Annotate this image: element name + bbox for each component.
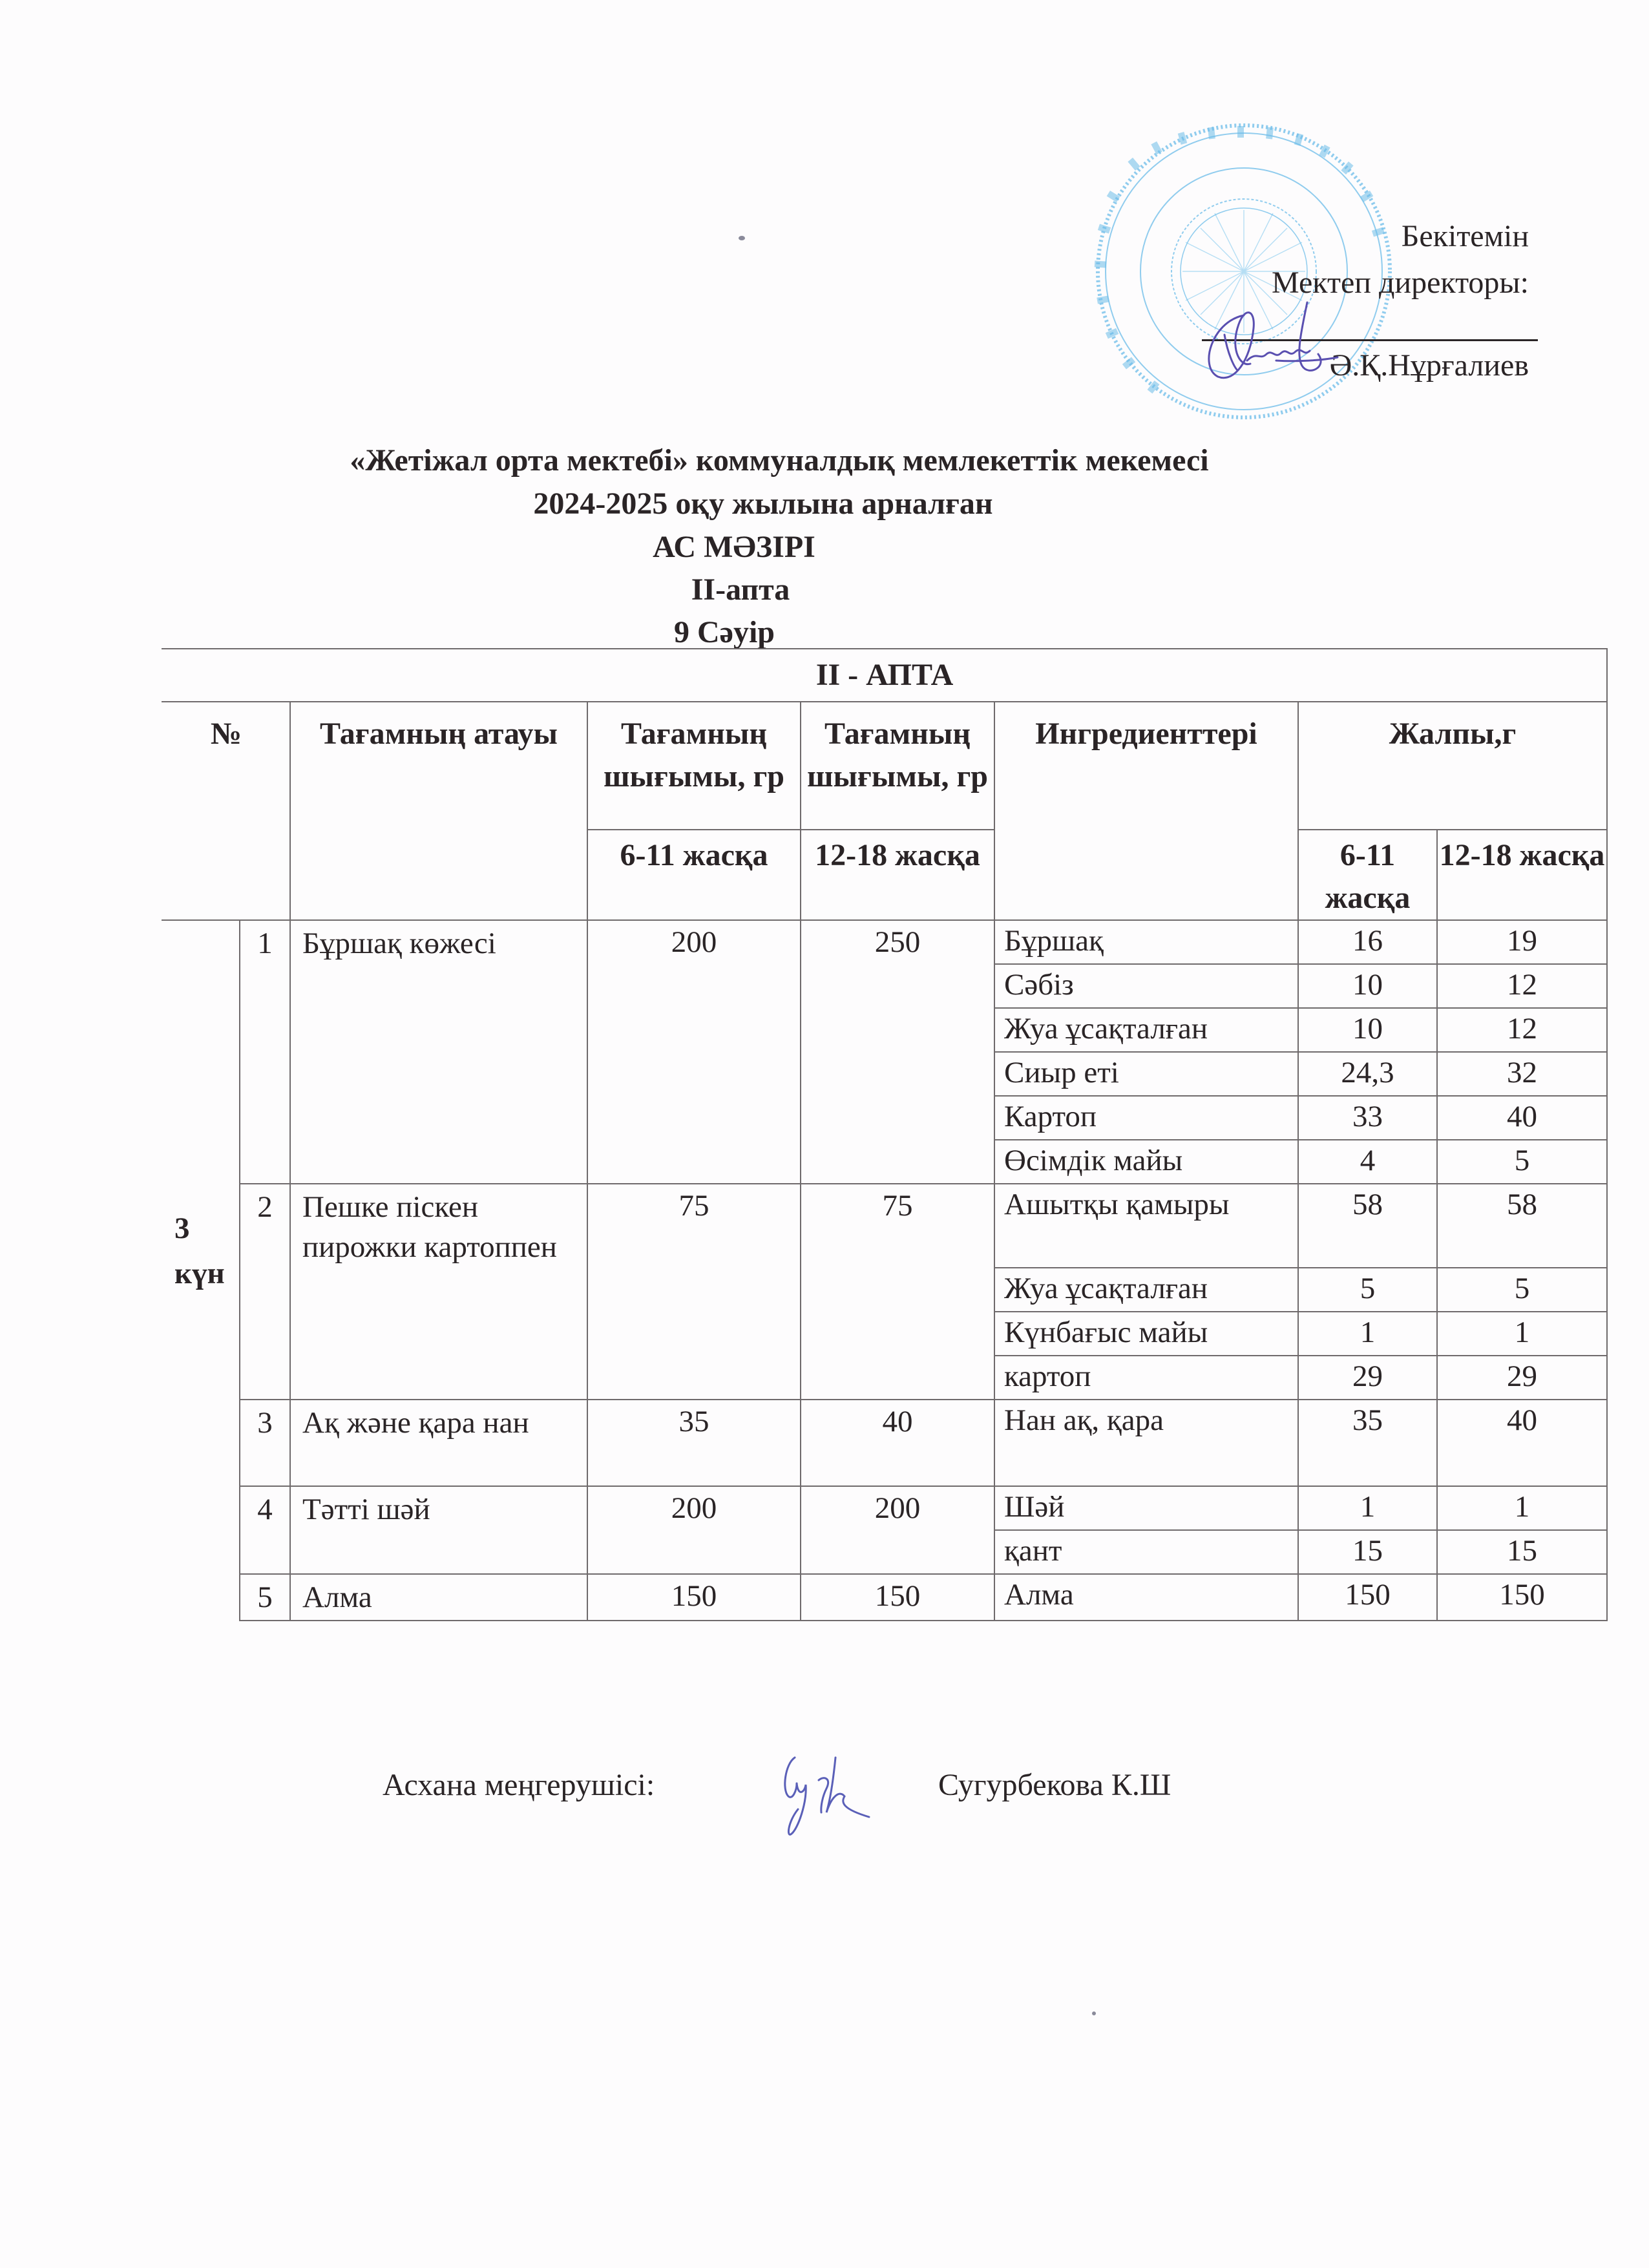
ingredient-g-6-11: 4 [1298,1140,1437,1184]
ingredient-g-12-18: 29 [1437,1356,1607,1400]
header-age-12-18: 12-18 жасқа [801,830,994,920]
date-heading: 9 Сәуір [674,615,775,649]
ingredient-g-12-18: 19 [1437,920,1607,964]
menu-heading: АС МӘЗІРІ [653,530,815,564]
week-label: ІІ - АПТА [162,649,1607,702]
canteen-head-signature-icon [759,1745,908,1842]
ingredient-g-6-11: 35 [1298,1400,1437,1486]
header-total-age-12-18: 12-18 жасқа [1437,830,1607,920]
dish-name: Тәтті шәй [290,1486,587,1574]
dish-name: Бұршақ көжесі [290,920,587,1184]
dish-name: Пешке піскен пирожки картоппен [290,1184,587,1400]
dish-yield-12-18: 40 [801,1400,994,1486]
header-ingredients: Ингредиенттері [994,702,1298,920]
ingredient-name: қант [994,1530,1298,1574]
header-number: № [162,702,290,920]
dish-yield-12-18: 250 [801,920,994,1184]
ingredient-name: Сәбіз [994,964,1298,1008]
table-row [162,1574,1607,1621]
school-name-heading: «Жетіжал орта мектебі» коммуналдық мемлекеттік мекемесі [350,443,1209,478]
dish-yield-6-11: 75 [587,1184,801,1400]
ingredient-g-12-18: 1 [1437,1312,1607,1356]
ingredient-g-6-11: 1 [1298,1312,1437,1356]
ingredient-name: Картоп [994,1096,1298,1140]
ingredient-name: Бұршақ [994,920,1298,964]
header-age-6-11: 6-11 жасқа [587,830,801,920]
header-total: Жалпы,г [1298,702,1607,830]
ingredient-name: Шәй [994,1486,1298,1530]
ingredient-g-12-18: 1 [1437,1486,1607,1530]
ingredient-g-6-11: 1 [1298,1486,1437,1530]
approval-director-name: Ә.Қ.Нұрғалиев [1329,348,1529,383]
menu-table [162,648,1608,1621]
director-signature-icon [1199,289,1347,386]
scan-speck [1092,2011,1096,2015]
ingredient-g-6-11: 33 [1298,1096,1437,1140]
dish-name: Ақ және қара нан [290,1400,587,1486]
header-yield-1: Тағамның шығымы, гр [587,702,801,830]
ingredient-name: Ашытқы қамыры [994,1184,1298,1268]
footer-name: Сугурбекова К.Ш [938,1768,1171,1802]
week-row [162,649,1607,702]
ingredient-g-12-18: 12 [1437,1008,1607,1052]
header-row [162,702,1607,830]
ingredient-g-12-18: 150 [1437,1574,1607,1621]
footer-role: Асхана меңгерушісі: [383,1768,655,1802]
dish-yield-12-18: 150 [801,1574,994,1621]
ingredient-g-12-18: 12 [1437,964,1607,1008]
dish-number: 2 [240,1184,290,1400]
ingredient-name: Жуа ұсақталған [994,1268,1298,1312]
ingredient-g-12-18: 5 [1437,1268,1607,1312]
table-row [162,1486,1607,1530]
ingredient-g-6-11: 10 [1298,964,1437,1008]
ingredient-g-6-11: 58 [1298,1184,1437,1268]
dish-yield-6-11: 35 [587,1400,801,1486]
dish-yield-6-11: 200 [587,920,801,1184]
dish-yield-6-11: 200 [587,1486,801,1574]
academic-year-heading: 2024-2025 оқу жылына арналған [533,487,993,521]
table-row [162,1400,1607,1486]
header-total-age-6-11: 6-11 жасқа [1298,830,1437,920]
ingredient-g-6-11: 24,3 [1298,1052,1437,1096]
table-row [162,1184,1607,1268]
ingredient-name: Алма [994,1574,1298,1621]
dish-number: 5 [240,1574,290,1621]
ingredient-g-12-18: 15 [1437,1530,1607,1574]
dish-yield-12-18: 200 [801,1486,994,1574]
ingredient-g-6-11: 29 [1298,1356,1437,1400]
dish-number: 4 [240,1486,290,1574]
ingredient-name: Жуа ұсақталған [994,1008,1298,1052]
ingredient-name: картоп [994,1356,1298,1400]
table-row [162,920,1607,964]
ingredient-name: Күнбағыс майы [994,1312,1298,1356]
dish-number: 3 [240,1400,290,1486]
ingredient-g-6-11: 15 [1298,1530,1437,1574]
ingredient-g-12-18: 32 [1437,1052,1607,1096]
ingredient-name: Сиыр еті [994,1052,1298,1096]
ingredient-g-12-18: 40 [1437,1400,1607,1486]
day-label: 3 күн [162,920,240,1621]
ingredient-name: Нан ақ, қара [994,1400,1298,1486]
ingredient-g-6-11: 5 [1298,1268,1437,1312]
ingredient-name: Өсімдік майы [994,1140,1298,1184]
scan-speck [739,236,745,240]
ingredient-g-6-11: 16 [1298,920,1437,964]
dish-name: Алма [290,1574,587,1621]
approval-position: Мектеп директоры: [1271,266,1529,300]
dish-yield-6-11: 150 [587,1574,801,1621]
header-dish-name: Тағамның атауы [290,702,587,920]
ingredient-g-12-18: 58 [1437,1184,1607,1268]
ingredient-g-6-11: 150 [1298,1574,1437,1621]
dish-yield-12-18: 75 [801,1184,994,1400]
week-heading: ІІ-апта [691,572,790,607]
ingredient-g-12-18: 5 [1437,1140,1607,1184]
approval-title: Бекітемін [1401,219,1529,253]
dish-number: 1 [240,920,290,1184]
ingredient-g-6-11: 10 [1298,1008,1437,1052]
ingredient-g-12-18: 40 [1437,1096,1607,1140]
header-yield-2: Тағамның шығымы, гр [801,702,994,830]
